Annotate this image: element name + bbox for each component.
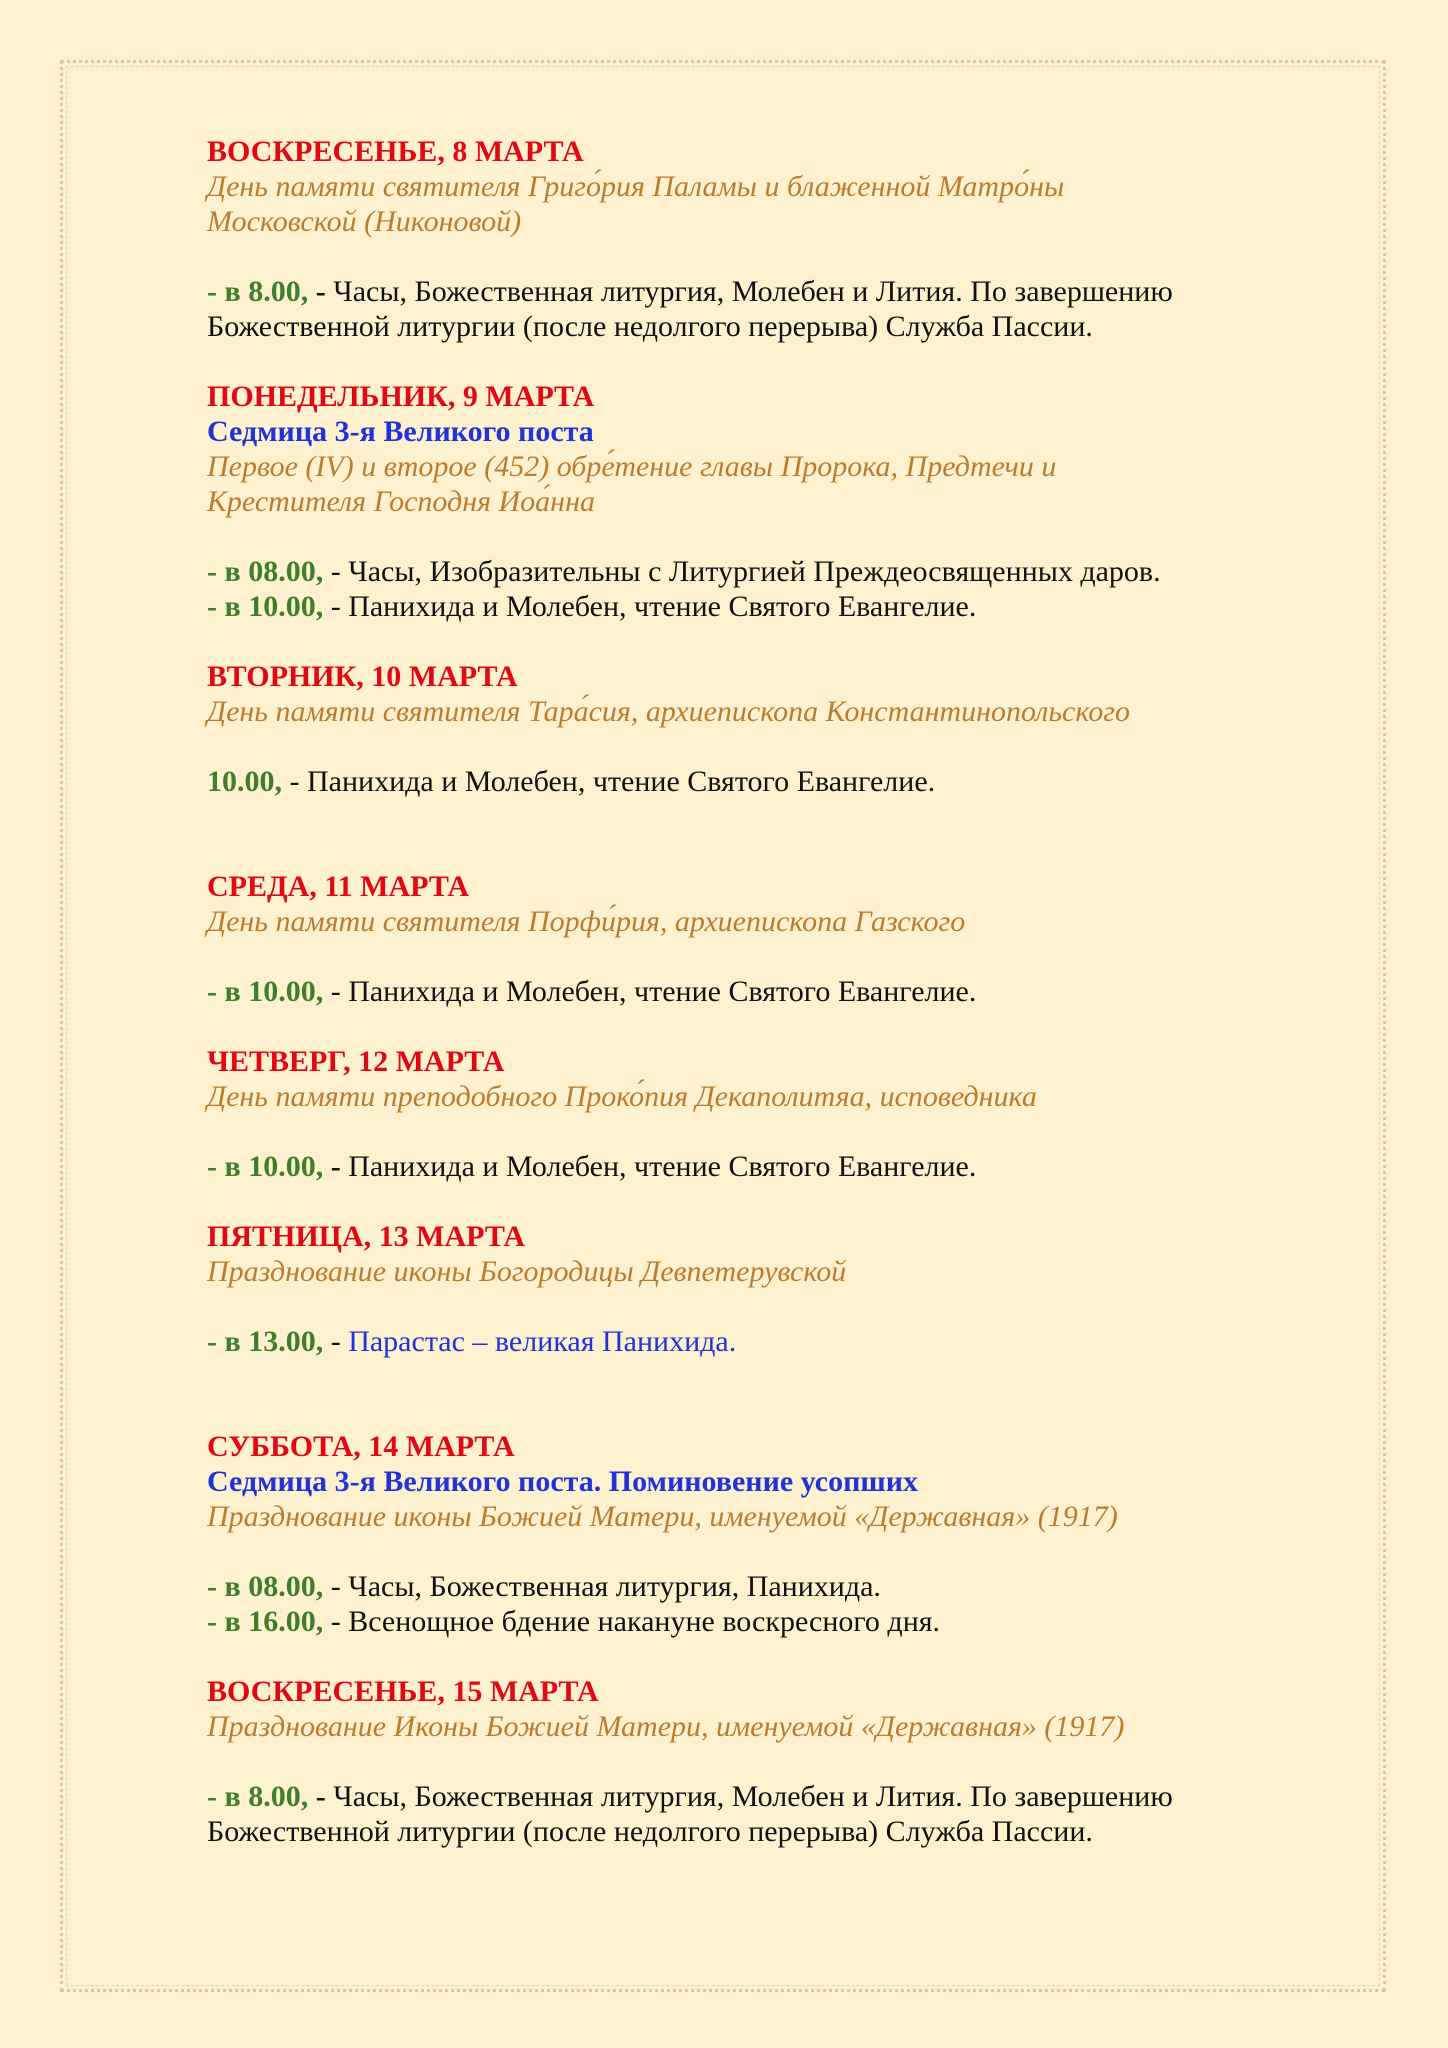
service-text: - Панихида и Молебен, чтение Святого Евангелие. <box>323 975 977 1008</box>
service-text: - Всенощное бдение накануне воскресного дня. <box>323 1605 941 1638</box>
service-line <box>207 589 1337 624</box>
week-label: Седмица 3-я Великого поста. Поминовение усопших <box>207 1465 918 1498</box>
service-time: - в 8.00, <box>207 275 309 308</box>
service-time: - в 16.00, <box>207 1605 324 1638</box>
service-line: Божественной литургии (после недолгого перерыва) Служба Пассии. <box>207 310 1093 343</box>
day-title: ПОНЕДЕЛЬНИК, 9 МАРТА <box>207 380 595 413</box>
service-line <box>207 764 1337 799</box>
service-line <box>207 974 1337 1009</box>
service-time: - в 13.00, <box>207 1325 324 1358</box>
day-block <box>207 379 1337 624</box>
service-text: - Часы, Изобразительны с Литургией Преждеосвященных даров. <box>323 555 1161 588</box>
service-time: 10.00, <box>207 765 282 798</box>
day-title: ЧЕТВЕРГ, 12 МАРТА <box>207 1045 505 1078</box>
commemoration: День памяти святителя Порфи́рия, архиепископа Газского <box>207 905 966 938</box>
day-block <box>207 1044 1337 1184</box>
service-line <box>207 1324 1337 1359</box>
service-time: - в 8.00, <box>207 1780 309 1813</box>
day-block <box>207 659 1337 799</box>
service-text: - Панихида и Молебен, чтение Святого Евангелие. <box>282 765 936 798</box>
service-text: - Панихида и Молебен, чтение Святого Евангелие. <box>323 590 977 623</box>
day-title: ВОСКРЕСЕНЬЕ, 15 МАРТА <box>207 1675 599 1708</box>
day-block <box>207 869 1337 1009</box>
service-time: - в 10.00, <box>207 975 324 1008</box>
service-text: - Часы, Божественная литургия, Панихида. <box>323 1570 881 1603</box>
service-time: - в 10.00, <box>207 590 324 623</box>
service-time: - в 08.00, <box>207 1570 324 1603</box>
service-line: Божественной литургии (после недолгого перерыва) Служба Пассии. <box>207 1815 1093 1848</box>
day-block <box>207 1674 1337 1849</box>
service-text-highlight: Парастас – великая Панихида. <box>348 1325 737 1358</box>
service-line <box>207 1604 1337 1639</box>
service-text: Панихида и Молебен, чтение Святого Евангелие. <box>340 1150 977 1183</box>
schedule <box>207 134 1337 1849</box>
service-line: - в 8.00, - Часы, Божественная литургия, Молебен и Лития. По завершению <box>207 275 1173 308</box>
commemoration: День памяти святителя Григо́рия Паламы и блаженной Матро́ны <box>207 170 1065 203</box>
day-block <box>207 1219 1337 1359</box>
service-text: Часы, Божественная литургия, Молебен и Лития. По завершению <box>325 1780 1173 1813</box>
commemoration: Московской (Никоновой) <box>207 205 522 238</box>
service-line: - в 8.00, - Часы, Божественная литургия, Молебен и Лития. По завершению <box>207 1780 1173 1813</box>
service-text: - <box>323 1325 349 1358</box>
commemoration: Празднование иконы Богородицы Девпетерувской <box>207 1255 847 1288</box>
service-time: - в 08.00, <box>207 555 324 588</box>
day-title: СУББОТА, 14 МАРТА <box>207 1430 515 1463</box>
commemoration: Первое (IV) и второе (452) обре́тение главы Пророка, Предтечи и <box>207 450 1057 483</box>
commemoration: День памяти преподобного Проко́пия Декаполитяа, исповедника <box>207 1080 1037 1113</box>
service-text: Часы, Божественная литургия, Молебен и Лития. По завершению <box>325 275 1173 308</box>
commemoration: Празднование Иконы Божией Матери, именуемой «Державная» (1917) <box>207 1710 1125 1743</box>
day-title: ВТОРНИК, 10 МАРТА <box>207 660 518 693</box>
commemoration: Празднование иконы Божией Матери, именуемой «Державная» (1917) <box>207 1500 1118 1533</box>
day-title: ВОСКРЕСЕНЬЕ, 8 МАРТА <box>207 135 584 168</box>
day-title: СРЕДА, 11 МАРТА <box>207 870 470 903</box>
service-time: - в 10.00, <box>207 1150 324 1183</box>
service-line <box>207 554 1337 589</box>
service-line <box>207 1569 1337 1604</box>
service-line: - в 10.00, - Панихида и Молебен, чтение Святого Евангелие. <box>207 1150 977 1183</box>
day-title: ПЯТНИЦА, 13 МАРТА <box>207 1220 526 1253</box>
commemoration: Крестителя Господня Иоа́нна <box>207 485 595 518</box>
day-block <box>207 1429 1337 1639</box>
commemoration: День памяти святителя Тара́сия, архиепископа Константинопольского <box>207 695 1130 728</box>
day-block <box>207 134 1337 344</box>
week-label: Седмица 3-я Великого поста <box>207 415 594 448</box>
